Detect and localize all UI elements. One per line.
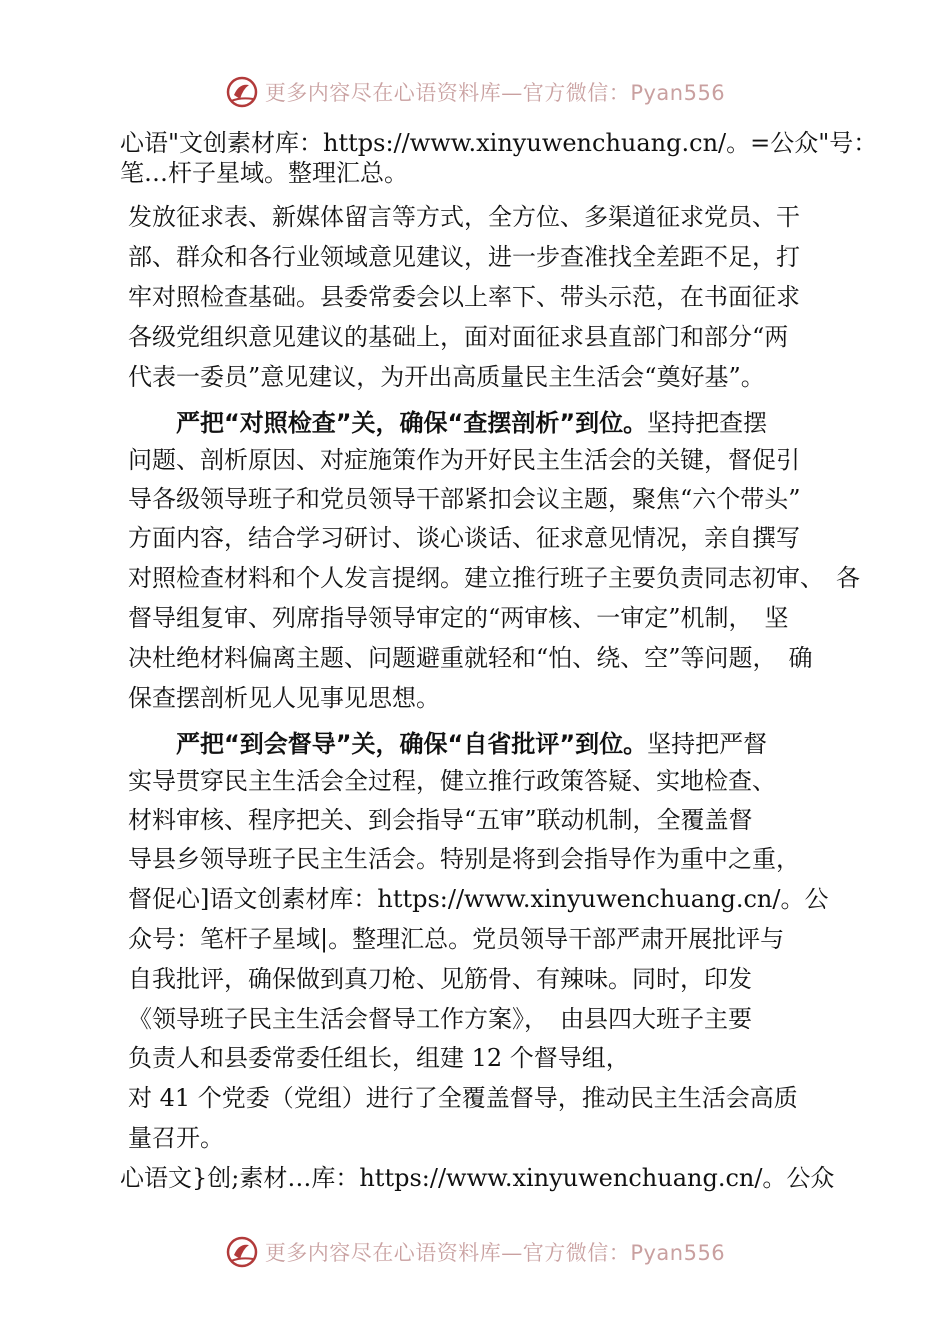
paragraph-lead-text: 坚持把查摆 — [647, 409, 768, 437]
text-line: 发放征求表、新媒体留言等方式，全方位、多渠道征求党员、干 — [128, 203, 800, 231]
text-line: 督导组复审、列席指导领导审定的“两审核、一审定”机制， 坚 — [128, 604, 789, 632]
banner-text: 更多内容尽在心语资料库—官方微信：Pyan556 — [264, 81, 726, 105]
header-banner — [0, 72, 950, 112]
logo-icon — [225, 75, 259, 109]
text-line: 问题、剖析原因、对症施策作为开好民主生活会的关键，督促引 — [128, 446, 800, 474]
paragraph-heading: 严把“对照检查”关，确保“查摆剖析”到位。 — [176, 409, 648, 437]
text-line: 自我批评，确保做到真刀枪、见筋骨、有辣味。同时，印发 — [128, 965, 752, 993]
text-line: 笔…杆子星域。整理汇总。 — [120, 159, 408, 187]
text-line: 众号：笔杆子星域|。整理汇总。党员领导干部严肃开展批评与 — [128, 925, 785, 953]
paragraph-heading: 严把“到会督导”关，确保“自省批评”到位。 — [176, 730, 648, 758]
paragraph-lead — [176, 729, 767, 759]
paragraph-lead-text: 坚持把严督 — [647, 730, 768, 758]
text-line: 保查摆剖析见人见事见思想。 — [128, 684, 440, 712]
text-line: 负责人和县委常委任组长，组建 12 个督导组， — [128, 1044, 630, 1072]
text-line: 对 41 个党委（党组）进行了全覆盖督导，推动民主生活会高质 — [128, 1084, 798, 1112]
text-line: 方面内容，结合学习研讨、谈心谈话、征求意见情况，亲自撰写 — [128, 524, 800, 552]
text-line: 各级党组织意见建议的基础上，面对面征求县直部门和部分“两 — [128, 323, 789, 351]
text-line: 代表一委员”意见建议，为开出高质量民主生活会“奠好基”。 — [128, 363, 765, 391]
text-line: 《领导班子民主生活会督导工作方案》， 由县四大班子主要 — [128, 1005, 752, 1033]
text-line: 实导贯穿民主生活会全过程，健立推行政策答疑、实地检查、 — [128, 767, 776, 795]
watermark-line: 心语文}创;素材…库：https://www.xinyuwenchuang.cn/。公众 — [120, 1164, 835, 1192]
text-line: 对照检查材料和个人发言提纲。建立推行班子主要负责同志初审、 各 — [128, 564, 860, 592]
text-line: 部、群众和各行业领域意见建议，进一步查准找全差距不足，打 — [128, 243, 800, 271]
footer-banner — [0, 1232, 950, 1272]
watermark-line: 督促心]语文创素材库：https://www.xinyuwenchuang.cn/。公 — [128, 885, 829, 913]
text-line: 决杜绝材料偏离主题、问题避重就轻和“怕、绕、空”等问题， 确 — [128, 644, 813, 672]
text-line: 导县乡领导班子民主生活会。特别是将到会指导作为重中之重， — [128, 845, 800, 873]
text-line: 导各级领导班子和党员领导干部紧扣会议主题，聚焦“六个带头” — [128, 485, 801, 513]
watermark-line: 心语"文创素材库：https://www.xinyuwenchuang.cn/。=公众"号： — [120, 129, 878, 157]
text-line: 量召开。 — [128, 1124, 224, 1152]
logo-icon — [225, 1235, 259, 1269]
banner-text: 更多内容尽在心语资料库—官方微信：Pyan556 — [264, 1241, 726, 1265]
text-line: 材料审核、程序把关、到会指导“五审”联动机制，全覆盖督 — [128, 806, 753, 834]
text-line: 牢对照检查基础。县委常委会以上率下、带头示范，在书面征求 — [128, 283, 800, 311]
paragraph-lead — [176, 408, 767, 438]
